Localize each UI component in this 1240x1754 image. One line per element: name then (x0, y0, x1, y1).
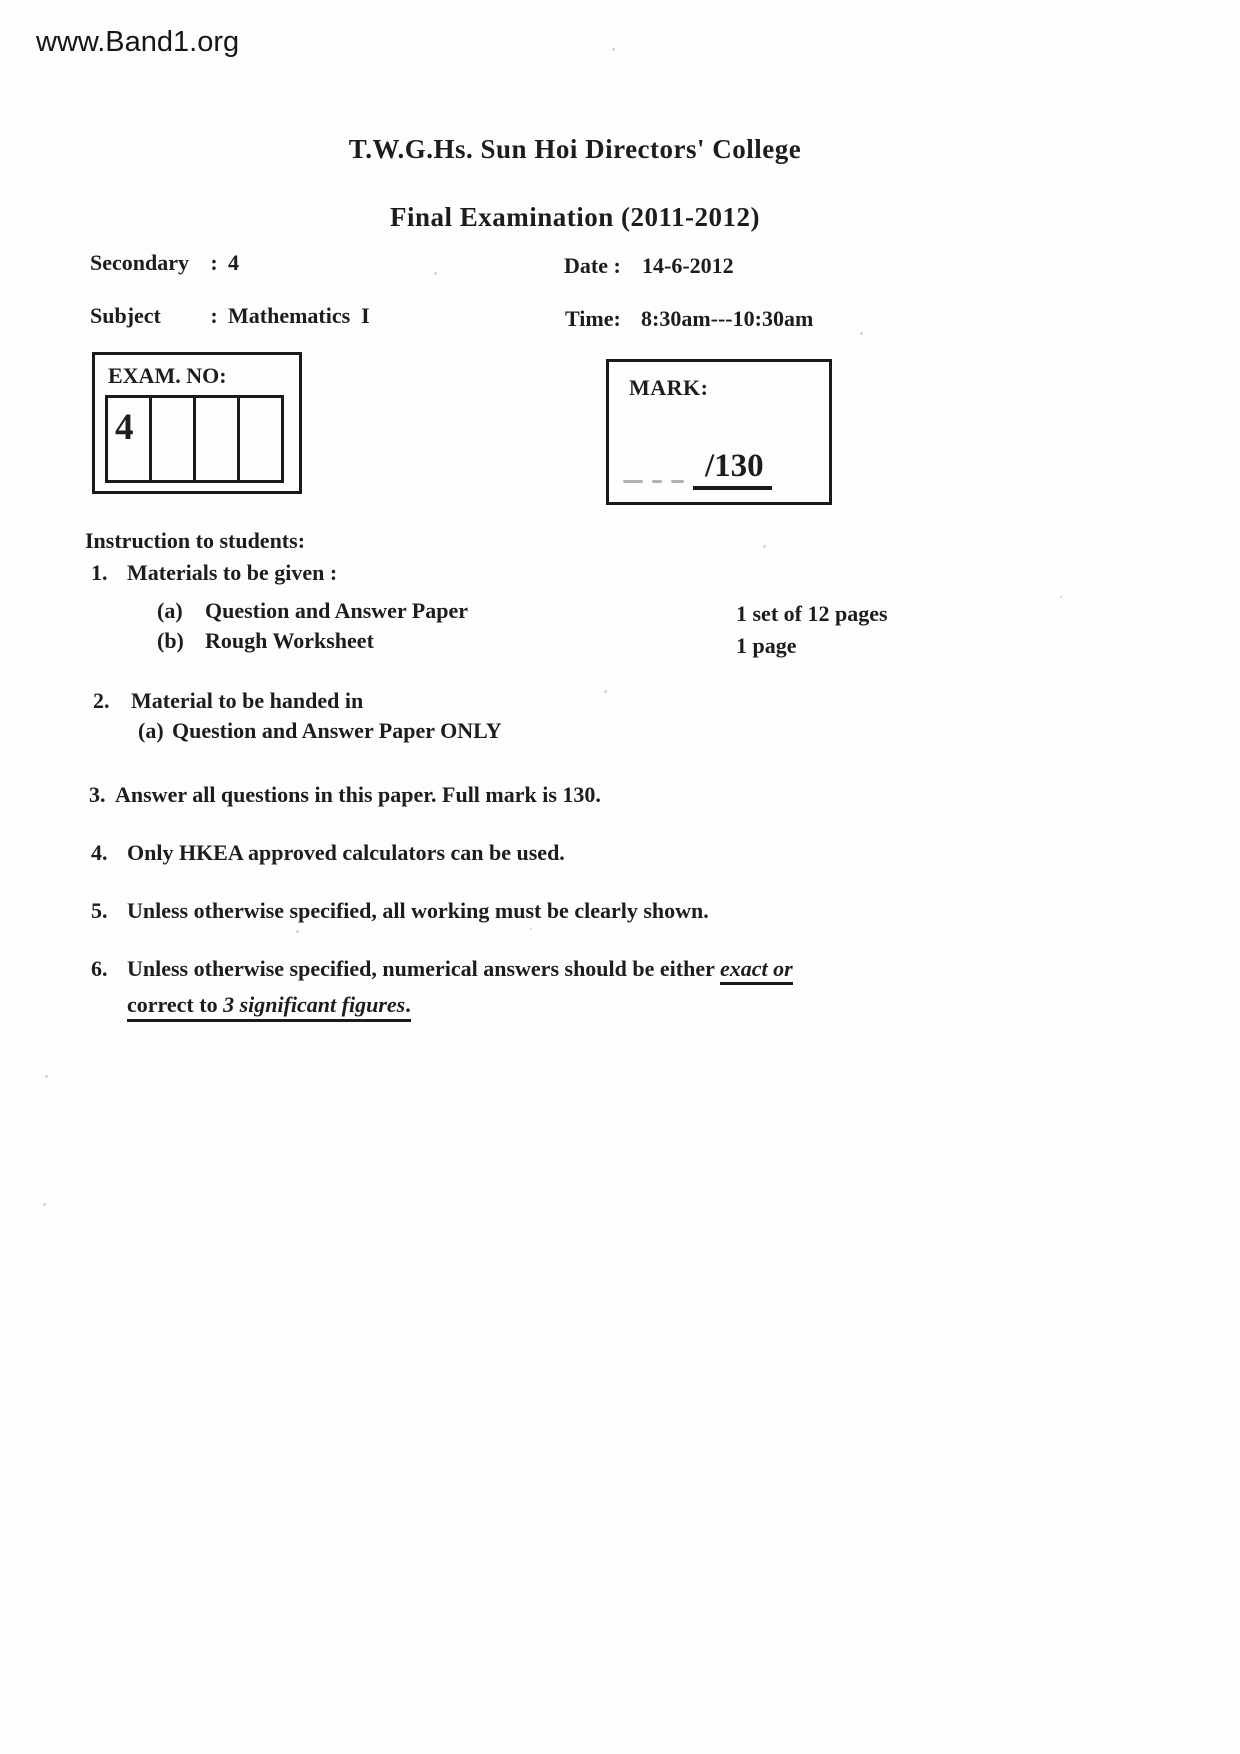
scan-speck (612, 48, 615, 51)
instructions-heading: Instruction to students: (85, 528, 306, 553)
item-2-text: Material to be handed in (131, 688, 364, 713)
item-5-number: 5. (91, 898, 108, 923)
instruction-item-2 (93, 688, 363, 714)
subject-value: Mathematics I (228, 303, 370, 328)
mark-score-line (623, 450, 772, 490)
secondary-value: 4 (228, 250, 239, 275)
subject-colon: : (210, 303, 218, 328)
item-3-text: Answer all questions in this paper. Full mark is 130. (115, 782, 601, 807)
secondary-colon: : (210, 250, 218, 275)
item-4-text: Only HKEA approved calculators can be used. (127, 840, 565, 865)
scan-speck (860, 332, 863, 335)
scan-speck (604, 690, 607, 693)
scan-speck (43, 1203, 46, 1206)
watermark-text: www.Band1.org (36, 26, 240, 58)
subject-row (90, 303, 370, 329)
pencil-mark (671, 480, 684, 483)
instruction-item-1 (91, 560, 337, 586)
exam-no-label: EXAM. NO: (108, 363, 227, 388)
item-2a-text: Question and Answer Paper ONLY (172, 718, 502, 743)
item-5-text: Unless otherwise specified, all working must be clearly shown. (127, 898, 709, 923)
pencil-mark (623, 480, 643, 483)
item-2a-number: (a) (138, 718, 164, 743)
item-6-line-2-suffix: . (405, 992, 411, 1017)
item-6-line-2-underlined (127, 992, 411, 1022)
item-1-number: 1. (91, 560, 108, 585)
instruction-item-1a (157, 598, 468, 624)
subject-label: Subject (90, 303, 161, 328)
item-1b-number: (b) (157, 628, 184, 653)
exam-no-cell-2 (149, 395, 196, 483)
instruction-item-3 (89, 782, 601, 808)
exam-no-cell-3 (193, 395, 240, 483)
school-name: T.W.G.Hs. Sun Hoi Directors' College (348, 134, 802, 164)
scan-speck (1060, 596, 1062, 598)
item-6-line-2-prefix: correct to (127, 992, 224, 1017)
time-label: Time: (565, 306, 621, 331)
instruction-item-2a (138, 718, 502, 744)
date-label: Date : (564, 253, 621, 278)
scan-speck (763, 545, 766, 548)
pencil-mark (652, 480, 662, 483)
instruction-item-6-line-1 (91, 956, 793, 982)
instruction-item-5 (91, 898, 709, 924)
item-6-number: 6. (91, 956, 108, 981)
item-3-number: 3. (89, 782, 106, 807)
exam-no-cell-4 (237, 395, 284, 483)
instruction-item-1b (157, 628, 374, 654)
secondary-row (90, 250, 239, 276)
scan-speck (45, 1075, 48, 1078)
item-1-text: Materials to be given : (127, 560, 338, 585)
instruction-item-4 (91, 840, 565, 866)
mark-total: /130 (693, 450, 772, 490)
scan-speck (296, 930, 299, 933)
item-1b-text: Rough Worksheet (205, 628, 374, 653)
exam-no-box (92, 352, 302, 494)
item-6-text-prefix: Unless otherwise specified, numerical answers should be either (127, 956, 720, 981)
exam-no-cell-1: 4 (105, 395, 152, 483)
item-4-number: 4. (91, 840, 108, 865)
item-1b-quantity: 1 page (736, 633, 797, 658)
item-2-number: 2. (93, 688, 110, 713)
item-1a-quantity: 1 set of 12 pages (736, 601, 888, 626)
exam-no-cells (105, 395, 284, 483)
item-1a-number: (a) (157, 598, 183, 623)
exam-title: Final Examination (2011-2012) (389, 202, 761, 232)
instruction-item-6-line-2 (127, 992, 411, 1018)
scan-speck (434, 272, 437, 275)
date-value: 14-6-2012 (642, 253, 734, 278)
time-value: 8:30am---10:30am (641, 306, 814, 331)
mark-label: MARK: (629, 375, 709, 400)
item-6-line-2-emphasis: 3 significant figures (223, 992, 406, 1017)
item-1a-text: Question and Answer Paper (205, 598, 469, 623)
time-row (565, 306, 813, 332)
mark-box (606, 359, 832, 505)
scan-speck (530, 928, 532, 930)
secondary-label: Secondary (90, 250, 189, 275)
item-6-emphasis-exact-or: exact or (720, 956, 793, 985)
date-row (564, 253, 734, 279)
